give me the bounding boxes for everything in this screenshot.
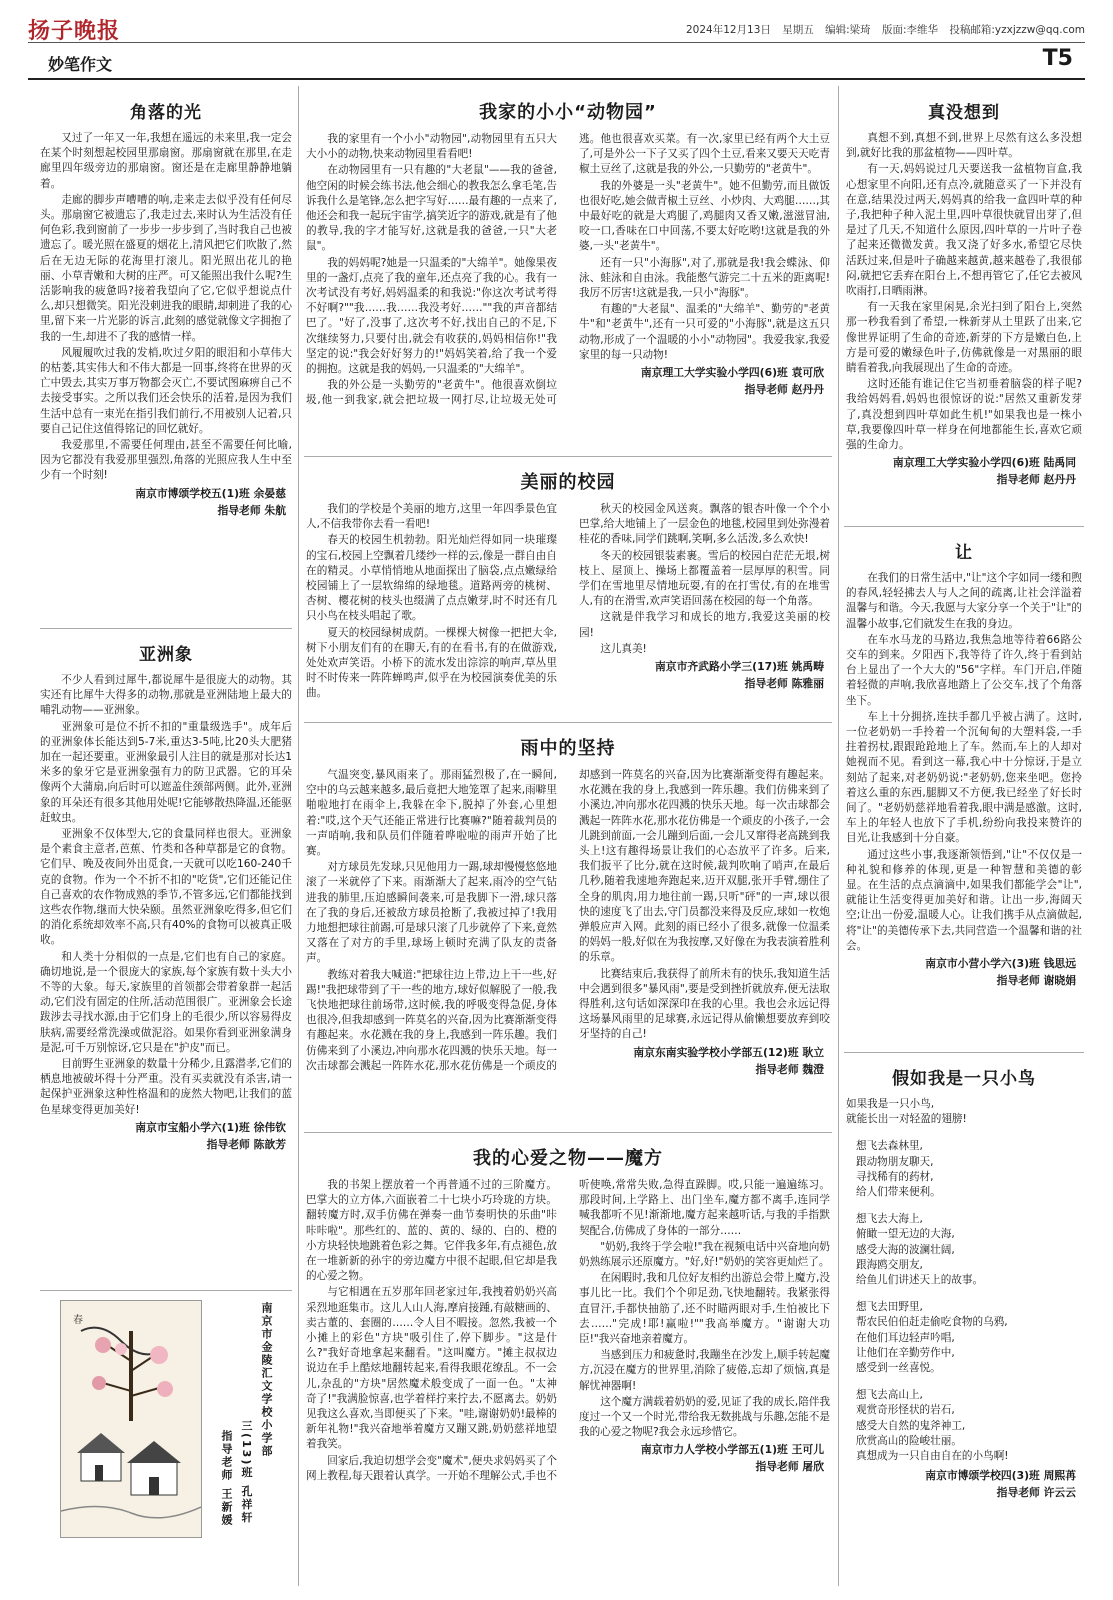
article-persistence-in-rain <box>306 726 830 1130</box>
poem-line: 跟动物朋友聊天, <box>856 1155 934 1168</box>
poem-line: 欣赏高山的险峻壮丽。 <box>856 1434 962 1447</box>
article-divider <box>304 456 832 457</box>
article-paragraph: 与它相遇在五岁那年回老家过年,我拽着奶奶兴高采烈地逛集市。这儿人山人海,摩肩接踵,有敲糖画的、卖古董的、套圈的……令人目不暇接。忽然,我被一个小摊上的彩色"方块"吸引住了,停下脚步。"这是什么?"我好奇地拿起来翻看。"这叫魔方。"摊主叔叔边说边在手上酷炫地翻转起来,看得我眼花缭乱。不一会儿,杂乱的"方块"居然魔术般变成了一面一色。"太神奇了!"我满脸惊喜,也学着样拧来拧去,不愿离去。奶奶见我这么喜欢,当即便买了下来。"哇,谢谢奶奶!最棒的新年礼物!"我兴奋地举着魔方又蹦又跳,奶奶慈祥地望着我笑。 <box>306 1286 557 1451</box>
article-paragraph: 这儿真美! <box>600 642 647 655</box>
poem-stanza <box>846 1388 1082 1464</box>
article-paragraph: 又过了一年又一年,我想在遥远的未来里,我一定会在某个时刻想起校园里那扇窗。那扇窗就在那里,在走廊里四年级旁边的那扇窗。窗还是在走廊里静静地躺着。 <box>40 132 292 190</box>
author-teacher: 指导老师 赵丹丹 <box>996 473 1076 487</box>
article-title: 亚洲象 <box>139 645 193 665</box>
poem-line: 就能长出一对轻盈的翅膀! <box>846 1113 967 1126</box>
issue-editor: 编辑:梁琦 <box>825 24 871 36</box>
article-paragraph: 在动物园里有一只有趣的"大老鼠"——我的爸爸,他空闲的时候会练书法,他会细心的教我怎么拿毛笔,告诉我什么是笔锋,怎么把字写好……最有趣的一点来了,他还会和我一起玩宇宙学,搞笑近字的游戏,就是有了他的教导,我的字才能写好,这就是我的爸爸,一只"大老鼠"。 <box>306 164 557 253</box>
article-body <box>306 502 830 702</box>
article-paragraph: 在我们的日常生活中,"让"这个字如同一缕和煦的春风,轻轻拂去人与人之间的疏离,让社会洋溢着温馨与和谐。今天,我愿与大家分享一个关于"让"的温馨小故事,它们就发生在我的身边。 <box>846 572 1082 630</box>
poem-stanza <box>846 1300 1082 1376</box>
article-paragraph: 真想不到,真想不到,世界上尽然有这么多没想到,就好比我的那盆植物——四叶草。 <box>846 132 1082 160</box>
article-beautiful-campus <box>306 460 830 720</box>
masthead-rule <box>28 42 1085 43</box>
author-teacher: 指导老师 陈雅丽 <box>744 677 824 691</box>
section-title: 妙笔作文 <box>48 55 113 74</box>
article-paragraph: 亚洲象可是位不折不扣的"重量级选手"。成年后的亚洲象体长能达到5-7米,重达3-5吨,比20头大肥猪加在一起还要重。亚洲象最引人注目的就是那对长达1米多的象牙它是亚洲象强有力的防卫武器。它的耳朵像两个大蒲扇,向后时可以遮盖住颈部两侧。此外,亚洲象的耳朵还有很多其他用处呢!它能够散热降温,还能驱赶蚊虫。 <box>40 720 292 824</box>
poem-line: 给鱼儿们讲述天上的故事。 <box>856 1274 984 1287</box>
issue-weekday: 星期五 <box>782 24 814 36</box>
article-body <box>306 768 830 1077</box>
author-school: 南京理工大学实验小学四(6)班 袁可欣 <box>640 366 824 380</box>
article-title: 角落的光 <box>130 103 202 123</box>
student-painting <box>60 1300 202 1538</box>
article-paragraph: 和人类十分相似的一点是,它们也有自己的家庭。确切地说,是一个很庞大的家族,每个家族有数十头大小不等的大象。每天,家族里的首领都会带着象群一起活动,它们没有固定的住所,活动范围很广。亚洲象会长途跋涉去寻找水源,由于它们身上的毛很少,所以容易得皮肤病,需要经常洗澡或做泥浴。如果你看到亚洲象满身是泥,可千万别惊讶,它只是在"护皮"而已。 <box>40 950 292 1054</box>
poem-line: 真想成为一只自由自在的小鸟啊! <box>856 1450 1009 1463</box>
author-teacher: 指导老师 屠欣 <box>755 1460 824 1474</box>
poem-intro <box>846 1097 1082 1127</box>
article-divider <box>304 1132 832 1133</box>
page-number: T5 <box>1042 46 1073 71</box>
author-school: 南京市齐武路小学三(17)班 姚禹畴 <box>654 660 824 674</box>
article-paragraph: 在闲暇时,我和几位好友相约出游总会带上魔方,没事儿比一比。我们个个卯足劲,飞快地翻转。我紧张得直冒汗,手都快抽筋了,还不时瞄两眼对手,生怕被比下去……"完成!耶!赢啦!""我高举魔方。"谢谢大功臣!"我兴奋地亲着魔方。 <box>579 1272 830 1346</box>
article-yield <box>846 530 1082 1050</box>
article-home-zoo <box>306 90 830 454</box>
article-paragraph: 秋天的校园金风送爽。飘落的银杏叶像一个个小巴掌,给大地铺上了一层金色的地毯,校园里到处弥漫着桂花的香味,同学们跳啊,笑啊,多么活泼,多么欢快! <box>579 503 830 546</box>
article-paragraph: 亚洲象不仅体型大,它的食量同样也很大。亚洲象是个素食主意者,芭蕉、竹类和各种草都是它的食物。它们早、晚及夜间外出觅食,一天就可以吃160-240千克的食物。作为一个不折不扣的"吃货",它们还能记住自己喜欢的农作物成熟的季节,不管多远,它们都能找到这些农作物,继而大快朵颐。虽然亚洲象吃得多,但它们的消化系统却效率不高,只有40%的食物可以被真正吸收。 <box>40 828 292 947</box>
article-body <box>306 1178 830 1484</box>
article-title: 假如我是一只小鸟 <box>892 1069 1036 1089</box>
author-school: 南京东南实验学校小学部五(12)班 耿立 <box>633 1045 824 1059</box>
article-paragraph: 我爱那里,不需要任何理由,甚至不需要任何比喻,因为它都没有我爱那里强烈,角落的光照应我人生中至少有一个时刻! <box>40 439 292 482</box>
poem-stanza <box>846 1139 1082 1200</box>
article-divider <box>40 1290 292 1291</box>
article-paragraph: 不少人看到过犀牛,都说犀牛是很庞大的动物。其实还有比犀牛大得多的动物,那就是亚洲陆地上最大的哺乳动物——亚洲象。 <box>40 674 292 717</box>
poem-line: 观赏奇形怪状的岩石, <box>856 1404 955 1417</box>
poem-stanza <box>846 1212 1082 1288</box>
author-school: 南京市宝船小学六(1)班 徐伟钦 <box>135 1120 286 1134</box>
author-teacher: 指导老师 魏澄 <box>755 1062 824 1076</box>
poem-if-i-were-a-bird <box>846 1056 1082 1592</box>
article-paragraph: 当感到压力和疲惫时,我蹦坐在沙发上,顺手转起魔方,沉浸在魔方的世界里,消除了疲倦,忘却了烦恼,真是解忧神器啊! <box>579 1349 830 1392</box>
article-paragraph: 比赛结束后,我获得了前所未有的快乐,我知道生活中会遇到很多"暴风雨",要是受到挫折就放弃,便无法取得胜利,这句话如深深印在我的心里。我也会永远记得这场暴风雨里的足球赛,永远记得从偷懒想要放弃到咬牙坚持的自己! <box>579 967 830 1041</box>
author-teacher: 指导老师 谢晓娟 <box>996 974 1076 988</box>
article-divider <box>844 1052 1084 1053</box>
poem-line: 跟海鸥交朋友, <box>856 1258 923 1271</box>
article-divider <box>40 628 292 629</box>
article-paragraph: 回家后,我迫切想学会变"魔术",便央求妈妈买了个网上教程,每天跟着认真学。一开始不理解公式,手也不听使唤,常常失败,急得直跺脚。哎,只能一遍遍练习。那段时间,上学路上、出门坐车,魔方都不离手,连同学喊我都听不见!渐渐地,魔方起来越听话,与我的手指默契配合,仿佛成了身体的一部分…… <box>306 1179 830 1482</box>
article-paragraph: 在车水马龙的马路边,我焦急地等待着66路公交车的到来。夕阳西下,我等待了许久,终于看到站台上显出了一个大大的"56"字样。车门开启,伴随着轻微的声响,我欣喜地踏上了公交车,找了个角落坐下。 <box>846 633 1082 707</box>
author-school: 南京理工大学实验小学四(6)班 陆禹同 <box>892 456 1076 470</box>
article-title: 美丽的校园 <box>520 472 616 493</box>
author-school: 南京市博颂学校四(3)班 周熙苒 <box>925 1469 1076 1483</box>
article-paragraph: 目前野生亚洲象的数量十分稀少,且露潜孝,它们的栖息地被破坏得十分严重。没有买卖就没有杀害,请一起保护亚洲象这种性格温和的庞然大物吧,让我们的蓝色星球变得更加美好! <box>40 1058 292 1116</box>
article-paragraph: 我的家里有一个小小"动物园",动物园里有五只大大小小的动物,快来动物园里看看吧! <box>306 133 557 161</box>
poem-line: 给人们带来便利。 <box>856 1186 941 1199</box>
section-rule <box>28 78 1085 80</box>
column-divider <box>838 86 839 1586</box>
poem-line: 想飞去大海上, <box>856 1213 923 1226</box>
article-paragraph: 我的外婆是一头"老黄牛"。她不但勤劳,而且做饭也很好吃,她会做青椒土豆丝、小炒肉、大鸡腿……,其中最好吃的就是大鸡腿了,鸡腿肉又香又嫩,滋滋冒油,咬一口,香味在口中回荡,不要太好吃哟!这就是我的外婆,一头"老黄牛"。 <box>579 179 830 253</box>
article-paragraph: 风履履吹过我的发梢,吹过夕阳的眼泪和小草伟大的枯萎,其实伟大和不伟大都是一回事,终将在世界的灭亡中毁去,其实万事万物都会灭亡,不要试图麻痹自己不去接受事实。之所以我们还会快乐的活着,是因为我们生活中总有一束光在指引我们前行,不用被别人记着,只要自己记住这值得铭记的回忆就好。 <box>40 346 292 435</box>
article-paragraph: 我的书架上摆放着一个再普通不过的三阶魔方。巴掌大的立方体,六面嵌着二十七块小巧玲珑的方块。翻转魔方时,双手仿佛在弹奏一曲节奏明快的乐曲"咔咔咔啦"。那些红的、蓝的、黄的、绿的、白的、橙的小方块轻快地跳着色彩之舞。它伴我多年,有点褪色,放在一堆新新的孙宇的旁边魔方中很不起眼,但它却是我的心爱之物。 <box>306 1179 557 1283</box>
svg-text:春: 春 <box>73 1315 83 1326</box>
author-teacher: 指导老师 陈歆芳 <box>206 1137 286 1151</box>
article-asian-elephant <box>40 632 292 1286</box>
article-divider <box>304 722 832 723</box>
issue-layout: 版面:李维华 <box>882 24 939 36</box>
painting-credit-school: 南京市金陵汇文学校小学部 <box>260 1302 273 1458</box>
issue-meta <box>678 22 1085 37</box>
article-paragraph: 还有一只"小海豚",对了,那就是我!我会蝶泳、仰泳、蛙泳和自由泳。我能憋气游完二十五米的距离呢!我厉不厉害!这就是我,一只小"海豚"。 <box>579 256 830 300</box>
article-paragraph: 我的外公是一头勤劳的"老黄牛"。他很喜欢倒垃圾,他一到我家,就会把垃圾一网打尽,让垃圾无处可逃。他也很喜欢买菜。有一次,家里已经有两个大土豆了,可是外公一下子又买了四个土豆,看来又要天天吃青椒土豆丝了,这就是我的外公,一只勤劳的"老黄牛"。 <box>306 133 830 407</box>
author-teacher: 指导老师 赵丹丹 <box>744 383 824 397</box>
poem-line: 想飞去森林里, <box>856 1140 923 1153</box>
poem-line: 想飞去高山上, <box>856 1389 923 1402</box>
newspaper-logo: 扬子晚报 <box>28 18 121 44</box>
column-divider <box>298 86 299 1586</box>
author-school: 南京市博颂学校五(1)班 余晏慈 <box>135 486 286 500</box>
masthead <box>28 14 1085 44</box>
article-paragraph: 有一天我在家里闲晃,余光扫到了阳台上,突然那一秒我看到了希望,一株新芽从土里跃了出来,它像世界证明了生命的奇迹,新芽的下方是嫩白色,上方是可爱的嫩绿色叶子,仿佛就像是一对黑丽的眼睛看着我,向我展现出了生命的奇迹。 <box>846 301 1082 375</box>
article-title: 雨中的坚持 <box>520 738 616 759</box>
article-unexpected <box>846 90 1082 524</box>
poem-line: 俯瞰一望无边的大海, <box>856 1228 955 1241</box>
article-paragraph: 这个魔方满载着奶奶的爱,见证了我的成长,陪伴我度过一个又一个时光,带给我无数挑战与乐趣,怎能不是我的心爱之物呢?我会永远珍惜它。 <box>579 1395 830 1439</box>
article-paragraph: 这时还能有谁记住它当初垂着脑袋的样子呢?我给妈妈看,妈妈也很惊讶的说:"居然又重新发芽了,真没想到四叶草如此生机!"如果我也是一株小草,我要像四叶草一样身在何地都能生长,喜欢它顽强的生命力。 <box>846 378 1082 452</box>
author-school: 南京市小营小学六(3)班 钱思远 <box>925 957 1076 971</box>
painting-credit-class: 三(13)班 孔祥轩 <box>240 1420 253 1525</box>
article-paragraph: 春天的校园生机勃勃。阳光灿烂得如同一块璀璨的宝石,校园上空飘着几缕纱一样的云,像是一群自由自在的精灵。小草悄悄地从地面探出了脑袋,点点嫩绿给校园铺上了一层软绵绵的绿地毯。道路两旁的桃树、杏树、樱花树的枝头也缀满了点点嫩芽,时不时还有几只小鸟在枝头唱起了歌。 <box>306 534 557 623</box>
article-paragraph: 有一天,妈妈说过几天要送我一盆植物盲盒,我心想家里不向阳,还有点冷,就随意买了一下并没有在意,结果没过两天,妈妈真的给我一盒四叶草的种子,我把种子种入泥土里,四叶草很快就冒出芽了,但是过了几天,不知道什么原因,四叶草的一片叶子卷了起来还微微发黄。我又浇了好多水,希望它尽快活跃过来,但是叶子确越来越黄,越来越卷了,我很郁闷,就把它丢弃在阳台上,不想再管它了,任它去被风吹雨打,日晒雨淋。 <box>846 163 1082 298</box>
article-paragraph: 对方球员先发球,只见他用力一踢,球却慢慢悠悠地滚了一米就停了下来。雨渐渐大了起来,雨冷的空气钻进我的肺里,压迫感瞬间袭来,可是我脚下一滑,球只落在了我的身后,还被敌方球员抢断了,我被过掉了!我用力地想把球往前踢,可是球只滚了几步就停了下来,竟然又落在了对方的手里,球场上顿时充满了队友的责备声。 <box>306 861 557 965</box>
article-paragraph: 教练对着我大喊道:"把球往边上带,边上干一些,好踢!"我把球带到了干一些的地方,球好似解脱了一般,我飞快地把球往前场带,这时候,我的呼吸变得急促,身体也很冷,但我却感到一阵莫名的兴奋,因为比赛渐渐变得有趣起来。水花溅在我的身上,我感到一阵乐趣。我们仿佛来到了小溪边,冲向那水花四溅的快乐天地。每一次击球都会溅起一阵阵水花,那水花仿佛是一个顽皮的却感到一阵莫名的兴奋,因为比赛渐渐变得有趣起来。水花溅在我的身上,我感到一阵乐趣。我们仿佛来到了小溪边,冲向那水花四溅的快乐天地。每一次击球都会溅起一阵阵水花,那水花仿佛是一个顽皮的小孩子,一会儿跳到前面,一会儿蹦到后面,一会儿又窜得老高跳到我头上!这有趣得场景让我们的心态放平了许多。后来,我们扳平了比分,就在这时候,裁判吹响了哨声,在最后几秒,随着我速地奔跑起来,迈开双腿,张开手臂,绷住了全身的肌肉,用力地往前一踢,只听"砰"的一声,球以很快的速度飞了出去,守门员都没来得及反应,球如一枚炮弹般应声入网。此刻的雨已经小了很多,就像一位温柔的妈妈一般,好似在为我按摩,又好像在为我表演着胜利的乐章。 <box>306 769 830 1072</box>
ink-landscape-illustration <box>61 1301 201 1537</box>
poem-line: 想飞去田野里, <box>856 1301 923 1314</box>
poem-line: 感受大海的波澜壮阔, <box>856 1243 955 1256</box>
article-paragraph: 走廊的脚步声嘈嘈的响,走来走去似乎没有任何尽头。那扇窗它被遗忘了,我走过去,来时认为生活没有任何色彩,我到窗前了一步步一步步到了,当时我自己也被遗忘了。暖光照在盛夏的烟花上,清风把它们吹散了,然后在无边无际的花海里打滚儿。阳光照出花儿的艳丽、小草青嫩和大树的庄严。可又能照出我什么呢?生活影响我的疲惫吗?接着我望向了它,它似乎想说点什么,却只想微笑。阳光没刺进我的眼睛,却刺进了我的心里,留下来一片光影的诉言,此刻的感觉就像文字拥抱了我的一生,却进不了我的感情一样。 <box>40 193 292 343</box>
article-paragraph: 通过这些小事,我逐渐领悟到,"让"不仅仅是一种礼貌和修养的体现,更是一种智慧和美德的彰显。在生活的点点滴滴中,如果我们都能学会"让",就能让生活变得更加美好和谐。让出一步,海阔天空;让出一份爱,温暖人心。让我们携手从点滴做起,将"让"的美德传承下去,共同营造一个温馨和谐的社会。 <box>846 848 1082 952</box>
article-paragraph: 有趣的"大老鼠"、温柔的"大绵羊"、勤劳的"老黄牛"和"老黄牛",还有一只可爱的"小海豚",就是这五只动物,形成了一个温暖的小小"动物园"。我爱我家,我爱家里的每一只动物! <box>579 303 830 361</box>
poem-line: 如果我是一只小鸟, <box>846 1098 935 1110</box>
article-body <box>306 132 830 409</box>
article-divider <box>844 526 1084 527</box>
article-title: 我的心爱之物——魔方 <box>473 1148 663 1169</box>
article-paragraph: 气温突变,暴风雨来了。那雨猛烈极了,在一瞬间,空中的乌云越来越多,最后竟把大地笼罩了起来,雨噼里啪啦地打在雨伞上,我躲在伞下,脱掉了外套,心里想着:"哎,这个天气还能正常进行比赛嘛?"随着裁判员的一声哨响,我和队员们伴随着哗啦啦的雨声开始了比赛。 <box>306 769 557 858</box>
poem-line: 帮农民伯伯赶走偷吃食物的乌鸦, <box>856 1316 1008 1329</box>
author-teacher: 指导老师 许云云 <box>996 1486 1076 1500</box>
article-title: 让 <box>955 543 973 563</box>
poem-line: 让他们在辛勤劳作中, <box>856 1346 955 1359</box>
article-paragraph: 冬天的校园银装素裹。雪后的校园白茫茫无垠,树枝上、屋顶上、操场上都覆盖着一层厚厚的积雪。同学们在雪地里尽情地玩耍,有的在打雪仗,有的在堆雪人,有的在滑雪,欢声笑语回荡在校园的每一个角落。 <box>579 549 830 608</box>
issue-date: 2024年12月13日 <box>685 24 771 36</box>
poem-line: 感受到一丝喜悦。 <box>856 1362 941 1375</box>
issue-email: 投稿邮箱:yzxjzzw@qq.com <box>949 24 1085 36</box>
author-school: 南京市力人学校小学部五(1)班 王可儿 <box>640 1443 824 1457</box>
article-title: 真没想到 <box>928 103 1000 123</box>
poem-body <box>846 1097 1082 1464</box>
poem-line: 感受大自然的鬼斧神工, <box>856 1419 966 1432</box>
article-paragraph: 这就是伴我学习和成长的地方,我爱这美丽的校园! <box>579 611 830 639</box>
article-paragraph: "奶奶,我终于学会啦!"我在视频电话中兴奋地向奶奶熟练展示还原魔方。"好,好!"奶奶的笑容更灿烂了。 <box>579 1240 830 1269</box>
painting-credit-teacher: 指导老师 王新媛 <box>220 1430 233 1527</box>
article-paragraph: 我们的学校是个美丽的地方,这里一年四季景色宜人,不信我带你去看一看吧! <box>306 503 557 531</box>
article-rubiks-cube <box>306 1136 830 1592</box>
poem-line: 寻找稀有的药材, <box>856 1170 934 1183</box>
poem-line: 在他们耳边轻声吟唱, <box>856 1331 955 1344</box>
article-paragraph: 车上十分拥挤,连扶手都几乎被占满了。这时,一位老奶奶一手拎着一个沉甸甸的大塑料袋,一手拄着拐杖,跟跟跄跄地上了车。然而,车上的人却对她视而不见。看到这一幕,我心中十分惊讶,于是立刻站了起来,对老奶奶说:"老奶奶,您来坐吧。您拎着这么重的东西,腿脚又不方便,我已经坐了好长时间了。"老奶奶慈祥地看着我,眼中满是感激。这时,车上的年轻人也放下了手机,纷纷向我投来赞许的目光,让我感到十分自豪。 <box>846 710 1082 845</box>
article-paragraph: 我的妈妈呢?她是一只温柔的"大绵羊"。她像果夜里的一盏灯,点亮了我的童年,还点亮了我的心。我有一次考试没有考好,妈妈温柔的和我说:"你这次考试考得不好啊?""我……我……我没考好……""我的声音都结巴了。"好了,没事了,这次考不好,找出自己的不足,下次继续努力,只要付出,就会有收获的,妈妈相信你!"我坚定的说:"我会好好努力的!"妈妈笑着,给了我一个爱的拥抱。这就是我的妈妈,一只温柔的"大绵羊"。 <box>306 256 557 376</box>
author-teacher: 指导老师 朱航 <box>217 503 286 517</box>
article-corner-light <box>40 90 292 626</box>
article-title: 我家的小小“动物园” <box>479 102 657 123</box>
article-paragraph: 夏天的校园绿树成荫。一棵棵大树像一把把大伞,树下小朋友们有的在聊天,有的在看书,有的在做游戏,处处欢声笑语。小桥下的流水发出淙淙的响声,草丛里时不时传来一阵阵蝉鸣声,似乎在为校园演奏优美的乐曲。 <box>306 626 557 700</box>
